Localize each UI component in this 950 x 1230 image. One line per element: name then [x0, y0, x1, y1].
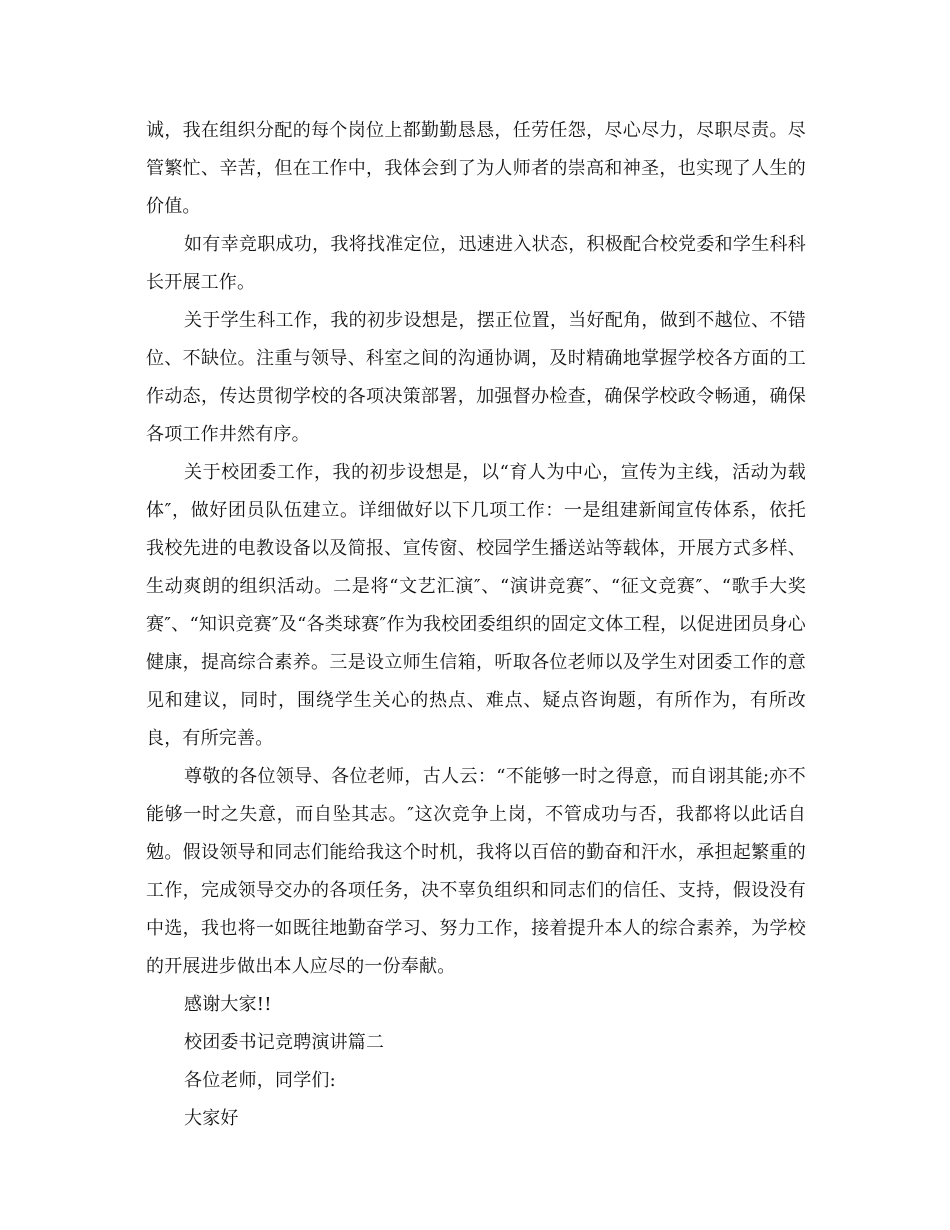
section-title: 校团委书记竞聘演讲篇二 — [184, 1032, 385, 1053]
salutation-line: 各位老师，同学们: — [184, 1070, 336, 1091]
paragraph-appointment-plan: 如有幸竞职成功，我将找准定位，迅速进入状态，积极配合校党委和学生科科长开展工作。 — [146, 234, 806, 293]
greeting-line: 大家好 — [184, 1108, 239, 1129]
paragraph-student-affairs: 关于学生科工作，我的初步设想是，摆正位置，当好配角，做到不越位、不错位、不缺位。注重与领导、科室之间的沟通协调，及时精确地掌握学校各方面的工作动态，传达贯彻学校的各项决策部署，加强督办检查，确保学校政令畅通，确保各项工作井然有序。 — [146, 310, 806, 445]
paragraph-continuation: 诚，我在组织分配的每个岗位上都勤勤恳恳，任劳任怨，尽心尽力，尽职尽责。尽管繁忙、辛苦，但在工作中，我体会到了为人师者的崇高和神圣，也实现了人生的价值。 — [146, 120, 806, 217]
paragraph-closing-remarks: 尊敬的各位领导、各位老师，古人云：“不能够一时之得意，而自诩其能;亦不能够一时之失意，而自坠其志。″这次竞争上岗，不管成功与否，我都将以此话自勉。假设领导和同志们能给我这个时机，我将以百倍的勤奋和汗水，承担起繁重的工作，完成领导交办的各项任务，决不辜负组织和同志们的信任、支持，假设没有中选，我也将一如既往地勤奋学习、努力工作，接着提升本人的综合素养，为学校的开展进步做出本人应尽的一份奉献。 — [146, 766, 806, 977]
paragraph-youth-league: 关于校团委工作，我的初步设想是，以“育人为中心，宣传为主线，活动为载体″，做好团员队伍建立。详细做好以下几项工作：一是组建新闻宣传体系，依托我校先进的电教设备以及简报、宣传窗、校园学生播送站等载体，开展方式多样、生动爽朗的组织活动。二是将“文艺汇演″、“演讲竞赛″、“征文竞赛″、“歌手大奖赛″、“知识竞赛″及“各类球赛″作为我校团委组织的固定文体工程，以促进团员身心健康，提高综合素养。三是设立师生信箱，听取各位老师以及学生对团委工作的意见和建议，同时，围绕学生关心的热点、难点、疑点咨询题，有所作为，有所改良，有所完善。 — [146, 462, 806, 749]
document-body — [146, 112, 806, 1138]
thanks-line: 感谢大家!! — [184, 994, 272, 1015]
